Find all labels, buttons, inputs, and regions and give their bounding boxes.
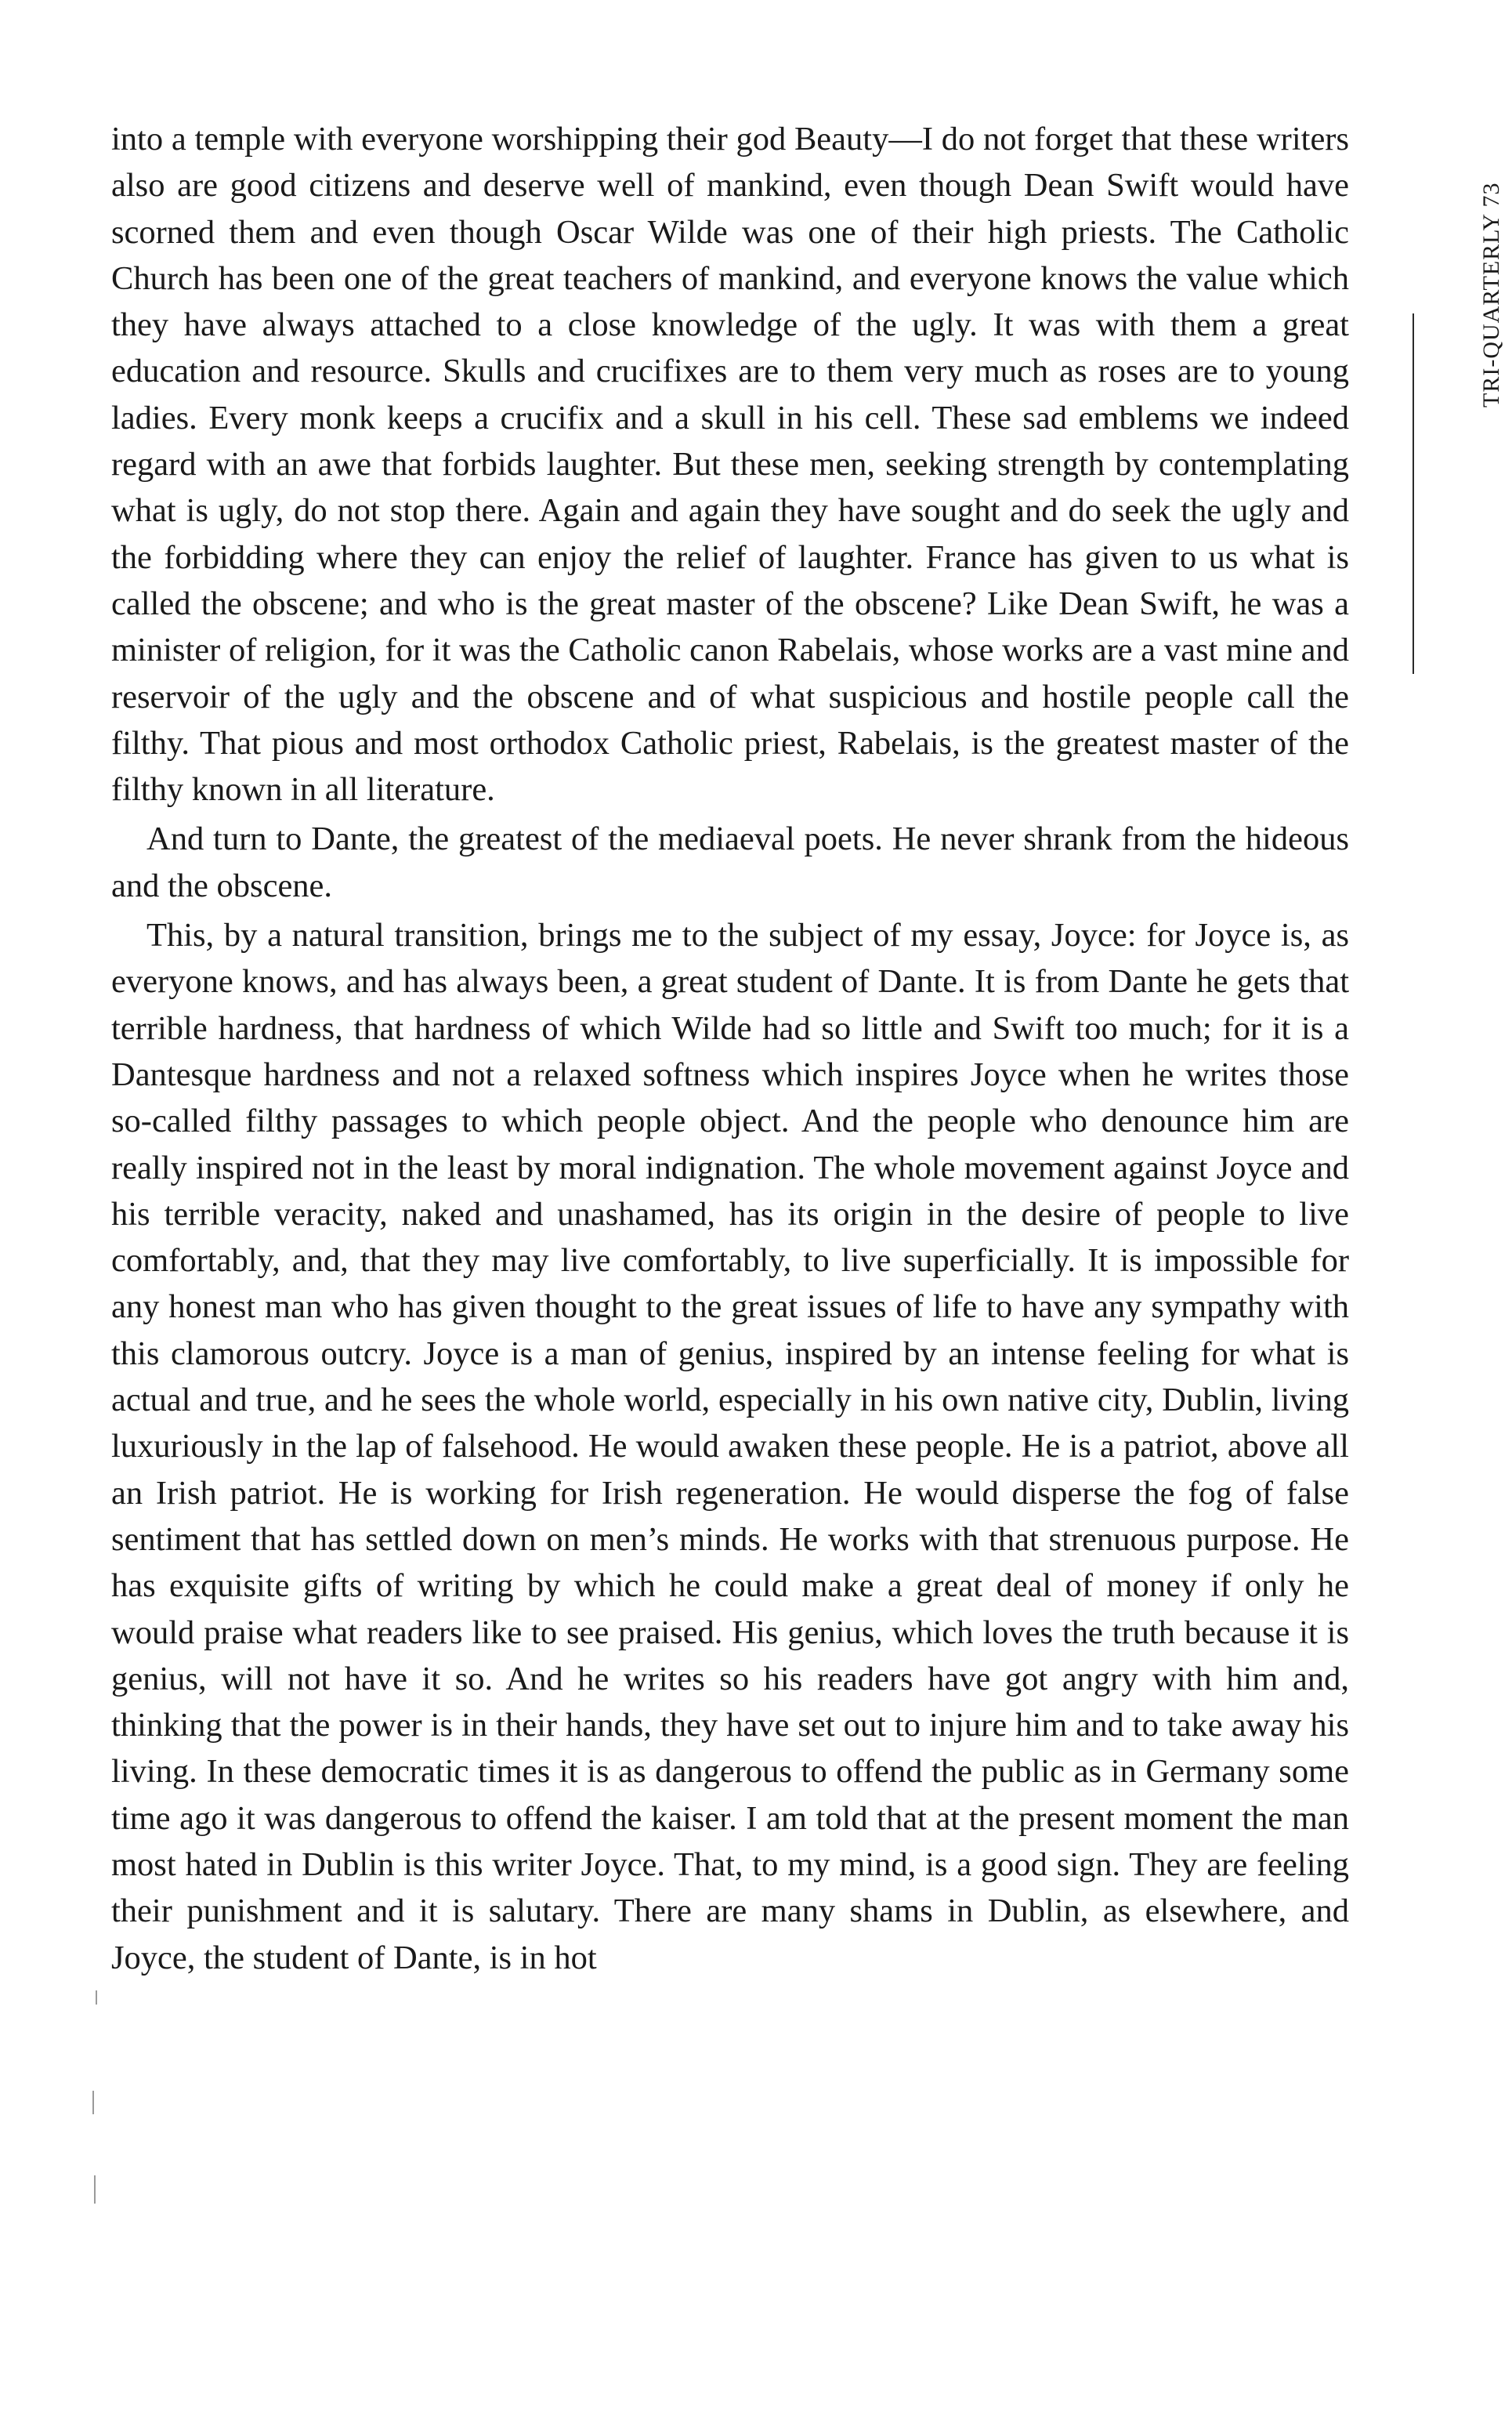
- paragraph-continued: into a temple with everyone worshipping their god Beauty—I do not forget that these writers also are good citizens and deserve well of mankind, even though Dean Swift would have scorned them and even though Oscar Wilde was one of their high priests. The Catholic Church has been one of the great teachers of mankind, and everyone knows the value which they have always attached to a close knowledge of the ugly. It was with them a great education and resource. Skulls and crucifixes are to them very much as roses are to young ladies. Every monk keeps a crucifix and a skull in his cell. These sad emblems we indeed regard with an awe that forbids laughter. But these men, seeking strength by contemplating what is ugly, do not stop there. Again and again they have sought and do seek the ugly and the forbidding where they can enjoy the relief of laughter. France has given to us what is called the obscene; and who is the great master of the obscene? Like Dean Swift, he was a minister of religion, for it was the Catholic canon Rabelais, whose works are a vast mine and reservoir of the ugly and the obscene and of what suspicious and hostile people call the filthy. That pious and most orthodox Catholic priest, Rabelais, is the greatest master of the filthy known in all literature.: [111, 121, 1349, 809]
- margin-mark: [96, 1990, 97, 2005]
- margin-mark: [94, 2175, 96, 2204]
- margin-mark: [92, 2091, 94, 2114]
- paragraph-joyce: This, by a natural transition, brings me to the subject of my essay, Joyce: for Joyce is, as everyone knows, and has always been, a great student of Dante. It is from Dante he gets that terrible hardness, that hardness of which Wilde had so little and Swift too much; for it is a Dantesque hardness and not a relaxed softness which inspires Joyce when he writes those so-called filthy passages to which people object. And the people who denounce him are really inspired not in the least by moral indignation. The whole movement against Joyce and his terrible veracity, naked and unashamed, has its origin in the desire of people to live comfortably, and, that they may live comfortably, to live superficially. It is impossible for any honest man who has given thought to the great issues of life to have any sympathy with this clamorous outcry. Joyce is a man of genius, inspired by an intense feeling for what is actual and true, and he sees the whole world, especially in his own native city, Dublin, living luxuriously in the lap of falsehood. He would awaken these people. He is a patriot, above all an Irish patriot. He is working for Irish regeneration. He would disperse the fog of false sentiment that has settled down on men’s minds. He works with that strenuous purpose. He has exquisite gifts of writing by which he could make a great deal of money if only he would praise what readers like to see praised. His genius, which loves the truth because it is genius, will not have it so. And he writes so his readers have got angry with him and, thinking that the power is in their hands, they have set out to injure him and to take away his living. In these democratic times it is as dangerous to offend the public as in Germany some time ago it was dangerous to offend the kaiser. I am told that at the present moment the man most hated in Dublin is this writer Joyce. That, to my mind, is a good sign. They are feeling their punishment and it is salutary. There are many shams in Dublin, as elsewhere, and Joyce, the student of Dante, is in hot: [111, 917, 1349, 1976]
- paragraph-dante: And turn to Dante, the greatest of the mediaeval poets. He never shrank from the hideous and the obscene.: [111, 820, 1349, 904]
- margin-rule: [1413, 313, 1414, 674]
- running-head: TRI-QUARTERLY 73: [1478, 182, 1504, 407]
- article-body: [111, 116, 1349, 1981]
